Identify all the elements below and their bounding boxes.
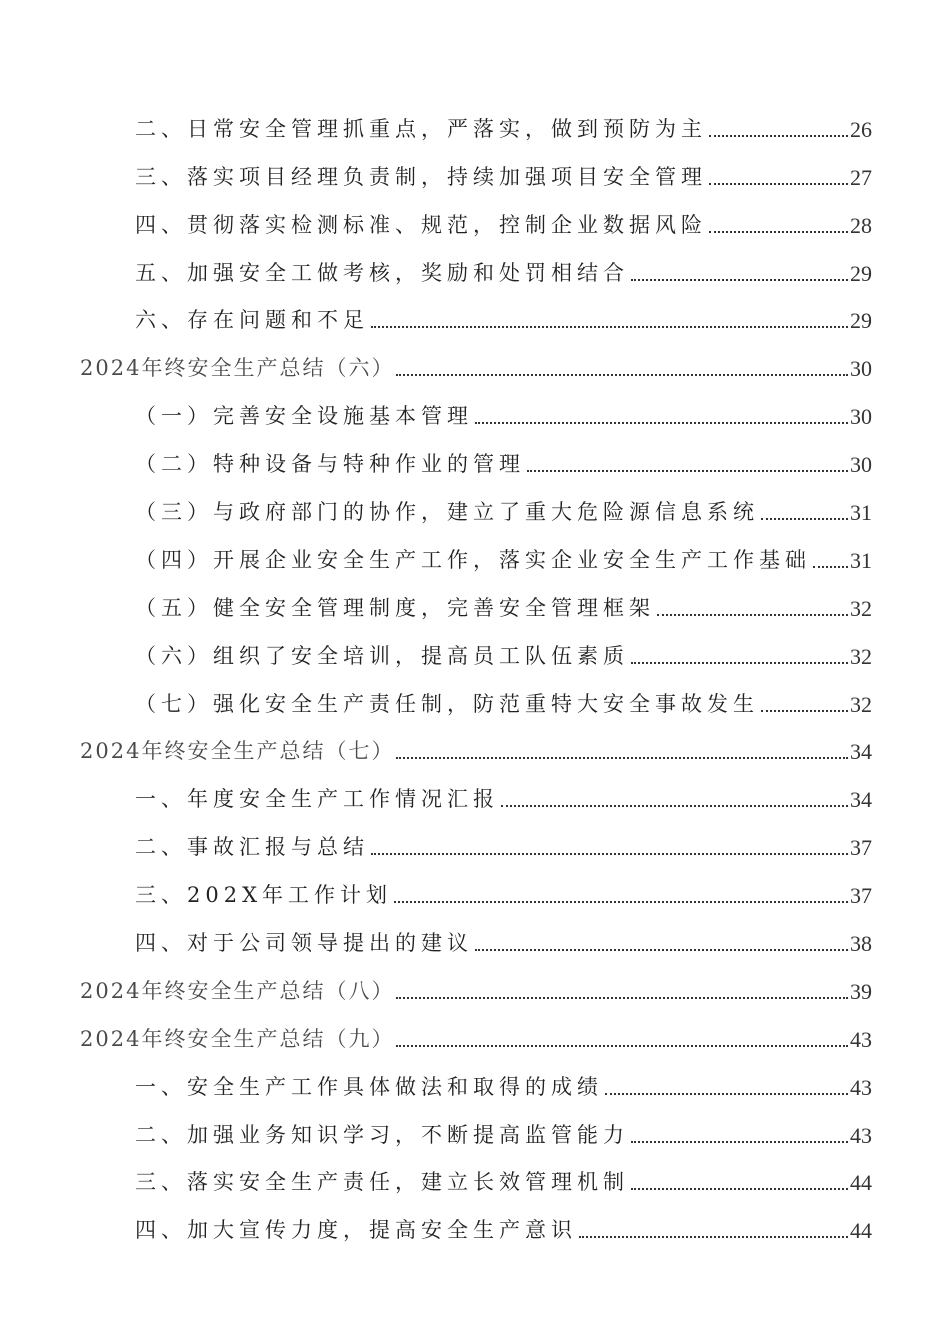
toc-entry-title: （六）组织了安全培训，提高员工队伍素质 [135,643,629,668]
toc-entry[interactable] [80,911,872,959]
dot-leader [371,853,848,855]
toc-entry-page: 31 [850,500,872,526]
toc-entry-title: 四、贯彻落实检测标准、规范，控制企业数据风险 [135,212,707,237]
dot-leader [709,183,848,185]
toc-entry-title: 二、加强业务知识学习，不断提高监管能力 [135,1122,629,1147]
dot-leader [631,1141,848,1143]
toc-entry[interactable] [80,863,872,911]
toc-entry-page: 30 [850,452,872,478]
toc-entry[interactable] [80,528,872,576]
toc-entry-page: 29 [850,308,872,334]
toc-section-heading[interactable] [80,720,872,768]
toc-entry-title: 三、202X年工作计划 [135,883,393,908]
toc-entry[interactable] [80,1198,872,1246]
toc-entry[interactable] [80,767,872,815]
dot-leader [475,422,848,424]
dot-leader [396,757,848,759]
toc-entry[interactable] [80,193,872,241]
dot-leader [396,997,848,999]
toc-entry-page: 29 [850,260,872,286]
toc-entry-title: （三）与政府部门的协作，建立了重大危险源信息系统 [135,500,759,525]
toc-entry-title: （一）完善安全设施基本管理 [135,404,473,429]
toc-entry[interactable] [80,145,872,193]
toc-entry-title: （五）健全安全管理制度，完善安全管理框架 [135,595,655,620]
toc-entry[interactable] [80,480,872,528]
toc-entry-page: 37 [850,835,872,861]
toc-entry-title: （七）强化安全生产责任制，防范重特大安全事故发生 [135,691,759,716]
toc-entry-title: （二）特种设备与特种作业的管理 [135,452,525,477]
dot-leader [813,566,848,568]
dot-leader [631,279,848,281]
dot-leader [709,135,848,137]
toc-entry-page: 28 [850,212,872,238]
toc-entry-title: 六、存在问题和不足 [135,308,369,333]
toc-entry-page: 32 [850,643,872,669]
toc-entry[interactable] [80,1103,872,1151]
dot-leader [579,1236,848,1238]
toc-entry-page: 30 [850,356,872,382]
toc-section-heading[interactable] [80,336,872,384]
toc-entry-page: 43 [850,1122,872,1148]
dot-leader [761,518,848,520]
toc-entry[interactable] [80,1151,872,1199]
toc-entry[interactable] [80,384,872,432]
toc-entry[interactable] [80,241,872,289]
toc-entry-page: 38 [850,931,872,957]
toc-entry-title: 三、落实安全生产责任，建立长效管理机制 [135,1170,629,1195]
toc-entry-title: 二、事故汇报与总结 [135,835,369,860]
toc-entry[interactable] [80,672,872,720]
toc-entry-title: 2024年终安全生产总结（六） [80,356,395,381]
toc-entry-page: 34 [850,787,872,813]
toc-entry-title: （四）开展企业安全生产工作，落实企业安全生产工作基础 [135,547,811,572]
toc-entry[interactable] [80,815,872,863]
dot-leader [527,470,848,472]
toc-entry[interactable] [80,576,872,624]
dot-leader [709,231,848,233]
toc-entry-title: 四、对于公司领导提出的建议 [135,931,473,956]
toc-entry-page: 27 [850,164,872,190]
toc-entry-page: 32 [850,595,872,621]
dot-leader [605,1093,848,1095]
dot-leader [657,614,848,616]
toc-entry-page: 31 [850,547,872,573]
toc-entry-title: 五、加强安全工做考核，奖励和处罚相结合 [135,260,629,285]
dot-leader [631,1188,848,1190]
dot-leader [475,949,848,951]
toc-entry-title: 一、安全生产工作具体做法和取得的成绩 [135,1074,603,1099]
toc-entry-title: 2024年终安全生产总结（九） [80,1026,395,1051]
toc-entry-page: 44 [850,1170,872,1196]
toc-entry-title: 四、加大宣传力度，提高安全生产意识 [135,1218,577,1243]
dot-leader [371,326,848,328]
toc-entry-page: 34 [850,739,872,765]
toc-entry-title: 二、日常安全管理抓重点，严落实，做到预防为主 [135,116,707,141]
toc-entry-page: 37 [850,883,872,909]
dot-leader [761,710,848,712]
toc-entry-title: 一、年度安全生产工作情况汇报 [135,787,499,812]
toc-entry[interactable] [80,432,872,480]
toc-section-heading[interactable] [80,1007,872,1055]
toc-entry[interactable] [80,97,872,145]
toc-entry-page: 26 [850,116,872,142]
dot-leader [396,374,848,376]
dot-leader [501,805,848,807]
dot-leader [631,662,848,664]
toc-section-heading[interactable] [80,959,872,1007]
toc-entry[interactable] [80,289,872,337]
toc-entry-title: 2024年终安全生产总结（七） [80,739,395,764]
toc-entry-page: 30 [850,404,872,430]
toc-entry[interactable] [80,624,872,672]
table-of-contents [80,97,872,1246]
toc-entry[interactable] [80,1055,872,1103]
toc-entry-page: 39 [850,978,872,1004]
dot-leader [394,901,848,903]
dot-leader [396,1045,848,1047]
toc-entry-page: 43 [850,1026,872,1052]
toc-entry-page: 44 [850,1218,872,1244]
toc-entry-page: 32 [850,691,872,717]
toc-entry-title: 三、落实项目经理负责制，持续加强项目安全管理 [135,164,707,189]
toc-entry-title: 2024年终安全生产总结（八） [80,978,395,1003]
toc-entry-page: 43 [850,1074,872,1100]
